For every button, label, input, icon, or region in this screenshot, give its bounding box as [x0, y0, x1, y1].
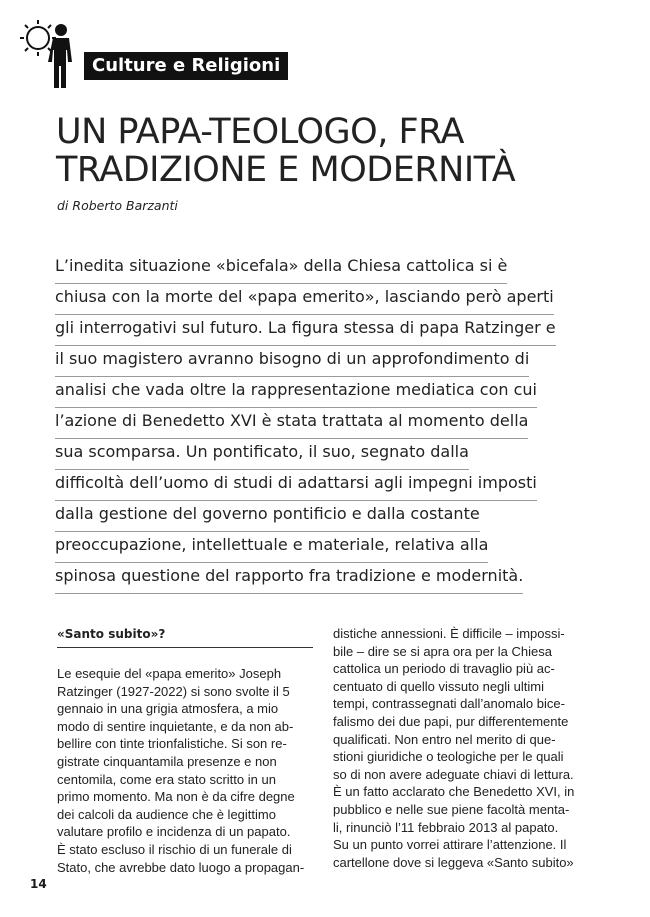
- title-line: UN PAPA-TEOLOGO, FRA: [56, 112, 464, 152]
- lead-line: preoccupazione, intellettuale e materiale, relativa alla: [55, 534, 488, 563]
- body-line: so di non avere adeguate chiavi di lettura.: [333, 766, 574, 782]
- body-column-left: [57, 625, 313, 876]
- body-line: bellire con tinte trionfalistiche. Si son re-: [57, 736, 287, 752]
- lead-paragraph: [55, 255, 575, 596]
- lead-line: dalla gestione del governo pontificio e dalla costante: [55, 503, 480, 532]
- lead-line: l’azione di Benedetto XVI è stata trattata al momento della: [55, 410, 528, 439]
- body-line: qualificati. Non entro nel merito di que-: [333, 731, 556, 747]
- body-line: È stato escluso il rischio di un funerale di: [57, 841, 292, 857]
- body-line: bile – dire se si apra ora per la Chiesa: [333, 643, 552, 659]
- subheading: «Santo subito»?: [57, 625, 313, 648]
- body-line: distiche annessioni. È difficile – impossi-: [333, 626, 565, 641]
- byline: di Roberto Barzanti: [57, 198, 178, 213]
- lead-line: L’inedita situazione «bicefala» della Chiesa cattolica si è: [55, 255, 507, 284]
- body-line: centuato di quello vissuto negli ultimi: [333, 678, 545, 694]
- lead-line: spinosa questione del rapporto fra tradizione e modernità.: [55, 565, 523, 594]
- body-line: modo di sentire inquietante, e da non ab-: [57, 718, 294, 734]
- lead-line: gli interrogativi sul futuro. La figura stessa di papa Ratzinger e: [55, 317, 556, 346]
- lead-line: analisi che vada oltre la rappresentazione mediatica con cui: [55, 379, 537, 408]
- title-line: TRADIZIONE E MODERNITÀ: [56, 150, 516, 190]
- body-line: cattolica un periodo di travaglio più ac-: [333, 661, 555, 677]
- body-line: falismo dei due papi, pur differentemente: [333, 713, 569, 729]
- article-title: [56, 113, 616, 189]
- body-column-right: [333, 625, 589, 871]
- body-line: gistrate cinquantamila presenze e non: [57, 753, 277, 769]
- section-label: Culture e Religioni: [84, 52, 288, 80]
- body-line: Su un punto vorrei attirare l’attenzione. Il: [333, 837, 567, 853]
- body-line: valutare profilo e incidenza di un papato.: [57, 824, 291, 840]
- body-line: cartellone dove si leggeva «Santo subito»: [333, 854, 574, 870]
- body-line: dei calcoli da audience che è legittimo: [57, 806, 276, 822]
- page-number: 14: [30, 877, 47, 891]
- body-line: stioni giuridiche o teologiche per le quali: [333, 749, 564, 765]
- body-line: centomila, come era stato scritto in un: [57, 771, 276, 787]
- section-logo-icon: [16, 16, 82, 90]
- lead-line: il suo magistero avranno bisogno di un approfondimento di: [55, 348, 529, 377]
- body-line: tempi, contrassegnati dall’anomalo bice-: [333, 696, 565, 712]
- body-line: Ratzinger (1927-2022) si sono svolte il 5: [57, 683, 290, 699]
- body-line: gennaio in una grigia atmosfera, a mio: [57, 701, 279, 717]
- body-line: pubblico e nelle sue piene facoltà menta-: [333, 801, 570, 817]
- lead-line: sua scomparsa. Un pontificato, il suo, segnato dalla: [55, 441, 469, 470]
- body-line: È un fatto acclarato che Benedetto XVI, in: [333, 784, 575, 800]
- lead-line: chiusa con la morte del «papa emerito», lasciando però aperti: [55, 286, 554, 315]
- body-line: li, rinunciò l’11 febbraio 2013 al papato.: [333, 819, 559, 835]
- body-line: Stato, che avrebbe dato luogo a propagan-: [57, 859, 305, 875]
- lead-line: difficoltà dell’uomo di studi di adattarsi agli impegni imposti: [55, 472, 537, 501]
- body-line: primo momento. Ma non è da cifre degne: [57, 789, 295, 805]
- body-line: Le esequie del «papa emerito» Joseph: [57, 666, 282, 681]
